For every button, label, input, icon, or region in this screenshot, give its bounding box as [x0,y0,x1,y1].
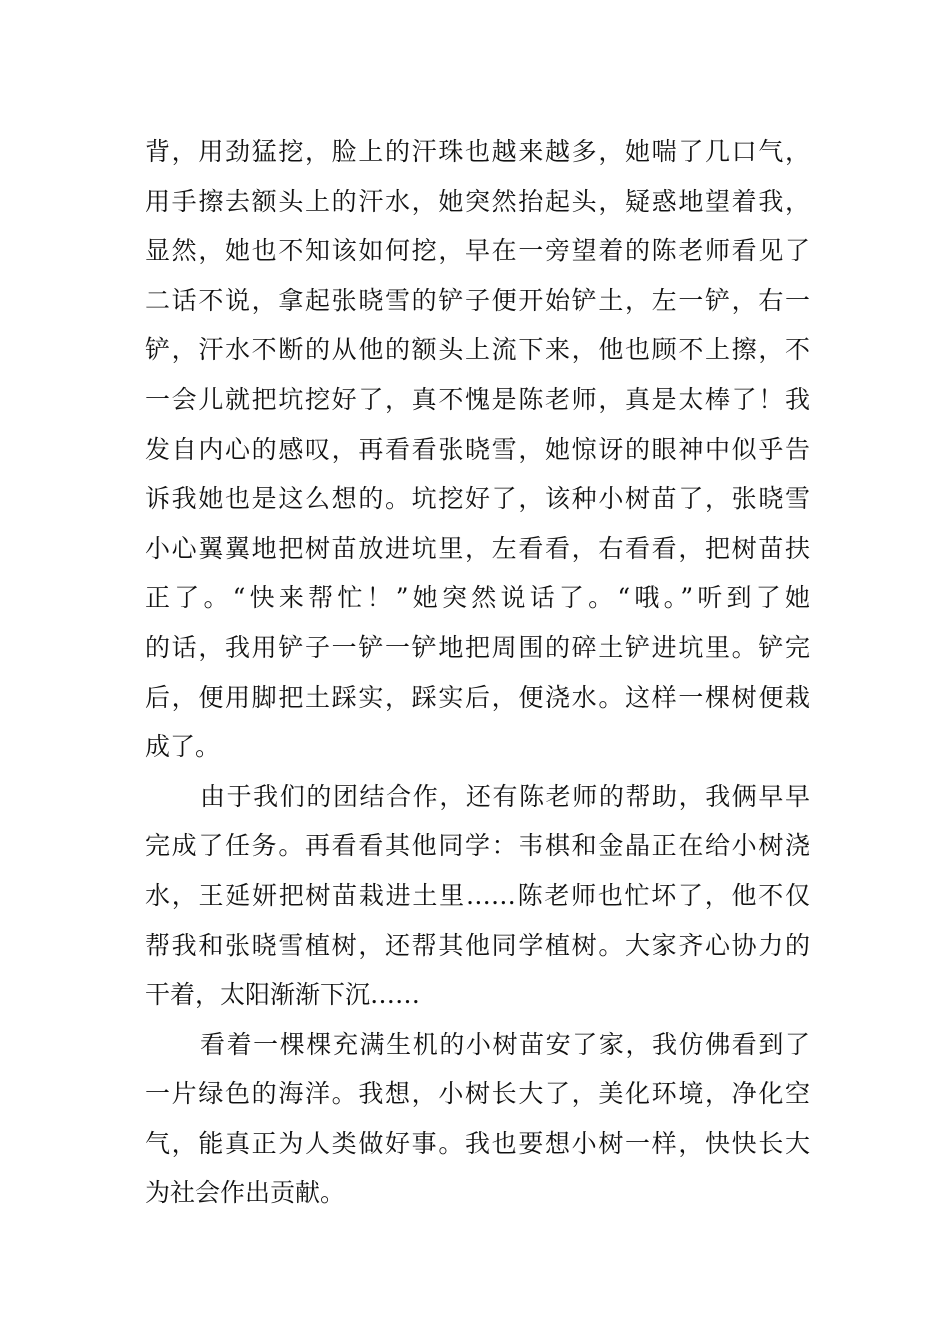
text-line: 背，用劲猛挖，脸上的汗珠也越来越多，她喘了几口气， [145,137,810,166]
paragraph-1 [145,127,810,772]
text-line: 用手擦去额头上的汗水，她突然抬起头，疑惑地望着我， [145,186,810,216]
text-line: 显然，她也不知该如何挖，早在一旁望着的陈老师看见了 [145,236,810,266]
text-line: 诉我她也是这么想的。坑挖好了，该种小树苗了，张晓雪 [145,484,810,514]
text-line: 完成了任务。再看看其他同学：韦棋和金晶正在给小树浇 [145,831,810,861]
paragraph-3 [145,1020,810,1218]
text-line: 正了。“快来帮忙！”她突然说话了。“哦。”听到了她 [145,583,810,613]
text-line: 由于我们的团结合作，还有陈老师的帮助，我俩早早 [200,781,810,811]
text-line: 为社会作出贡献。 [145,1178,346,1208]
text-line: 一片绿色的海洋。我想，小树长大了，美化环境，净化空 [145,1079,810,1109]
text-line: 二话不说，拿起张晓雪的铲子便开始铲土，左一铲，右一 [145,285,810,315]
paragraph-2 [145,772,810,1020]
text-line: 气，能真正为人类做好事。我也要想小树一样，快快长大 [145,1128,810,1158]
essay-body [145,127,810,1218]
text-line: 后，便用脚把土踩实，踩实后，便浇水。这样一棵树便栽 [145,682,810,712]
text-line: 看着一棵棵充满生机的小树苗安了家，我仿佛看到了 [200,1029,810,1059]
text-line: 干着，太阳渐渐下沉…… [145,980,421,1010]
text-line: 铲，汗水不断的从他的额头上流下来，他也顾不上擦，不 [145,335,810,365]
text-line: 成了。 [145,732,221,762]
text-line: 发自内心的感叹，再看看张晓雪，她惊讶的眼神中似乎告 [145,434,810,464]
text-line: 一会儿就把坑挖好了，真不愧是陈老师，真是太棒了！我 [145,384,810,414]
text-line: 水，王延妍把树苗栽进土里……陈老师也忙坏了，他不仅 [145,880,810,910]
text-line: 的话，我用铲子一铲一铲地把周围的碎土铲进坑里。铲完 [145,632,810,662]
text-line: 小心翼翼地把树苗放进坑里，左看看，右看看，把树苗扶 [145,533,810,563]
text-line: 帮我和张晓雪植树，还帮其他同学植树。大家齐心协力的 [145,930,810,960]
